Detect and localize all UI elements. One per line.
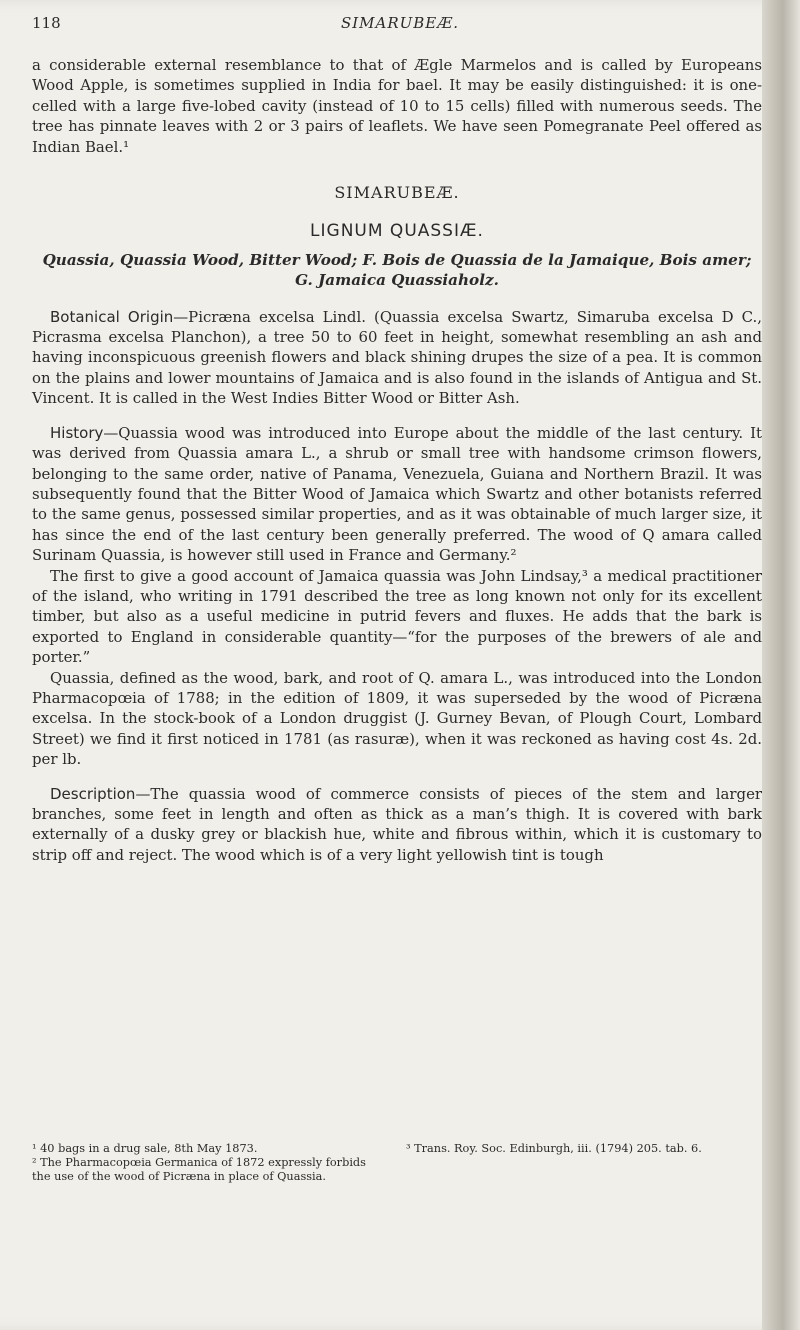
history-paragraph-3: Quassia, defined as the wood, bark, and root of Q. amara L., was introduced into the London Pharmacopœia of 1788; in the edition of 1809, it was superseded by the wood of Picræna excelsa. In the stock-book of a London druggist (J. Gurney Bevan, of Plough Court, Lombard Street) we find it first noticed in 1781 (as rasuræ), when it was reckoned as having cost 4s. 2d. per lb. [32,668,762,769]
footnotes [32,1142,762,1185]
subsection-title: LIGNUM QUASSIÆ. [310,221,484,242]
botanical-origin-text: —Picræna excelsa Lindl. (Quassia excelsa Swartz, Simaruba excelsa D C., Picrasma excelsa Planchon), a tree 50 to 60 feet in height, somewhat resembling an ash and having inconspicuous greenish flowers and black shining drupes the size of a pea. It is common on the plains and lower mountains of Jamaica and is also found in the islands of Antigua and St. Vincent. It is called in the West Indies Bitter Wood or Bitter Ash. [32,307,762,408]
body-text [32,55,762,865]
section-title: SIMARUBEÆ. [334,183,460,203]
description-paragraph [32,784,762,866]
page-gutter [762,0,800,1330]
botanical-origin-paragraph [32,307,762,409]
footnotes-left [32,1142,388,1185]
page-number: 118 [32,14,61,32]
page-header [0,14,800,40]
footnote-1: ¹ 40 bags in a drug sale, 8th May 1873. [32,1142,258,1155]
history-label: History [50,423,104,442]
synonyms: Quassia, Quassia Wood, Bitter Wood; F. Bois de Quassia de la Jamaique, Bois amer; G. Jamaica Quassiaholz. [42,250,752,290]
description-label: Description [50,784,136,803]
intro-paragraph: a considerable external resemblance to that of Ægle Marmelos and is called by Europeans Wood Apple, is sometimes supplied in India for bael. It may be easily distinguished: it is one-celled with a large five-lobed cavity (instead of 10 to 15 cells) filled with numerous seeds. The tree has pinnate leaves with 2 or 3 pairs of leaflets. We have seen Pomegranate Peel offered as Indian Bael.¹ [32,56,762,156]
footnote-3: ³ Trans. Roy. Soc. Edinburgh, iii. (1794) 205. tab. 6. [406,1142,702,1155]
history-paragraph-2: The first to give a good account of Jamaica quassia was John Lindsay,³ a medical practitioner of the island, who writing in 1791 described the tree as long known not only for its excellent timber, but also as a useful medicine in putrid fevers and fluxes. He adds that the bark is exported to England in considerable quantity—“for the purposes of the brewers of ale and porter.” [32,566,762,667]
description-text: —The quassia wood of commerce consists of pieces of the stem and larger branches, some feet in length and often as thick as a man’s thigh. It is covered with bark externally of a dusky grey or blackish hue, white and fibrous within, which it is customary to strip off and reject. The wood which is of a very light yellowish tint is tough [32,784,762,864]
footnotes-right [406,1142,762,1185]
botanical-origin-label: Botanical Origin [50,307,174,326]
footnote-2: ² The Pharmacopœia Germanica of 1872 expressly forbids the use of the wood of Picræna in place of Quassia. [32,1156,366,1184]
history-text: —Quassia wood was introduced into Europe about the middle of the last century. It was derived from Quassia amara L., a shrub or small tree with handsome crimson flowers, belonging to the same order, native of Panama, Venezuela, Guiana and Northern Brazil. It was subsequently found that the Bitter Wood of Jamaica which Swartz and other botanists referred to the same genus, possessed similar properties, and as it was obtainable of much larger size, it has since the end of the last century been generally preferred. The wood of Q amara called Surinam Quassia, is however still used in France and Germany.² [32,423,762,565]
running-head: SIMARUBEÆ. [340,14,460,32]
history-paragraph [32,423,762,566]
